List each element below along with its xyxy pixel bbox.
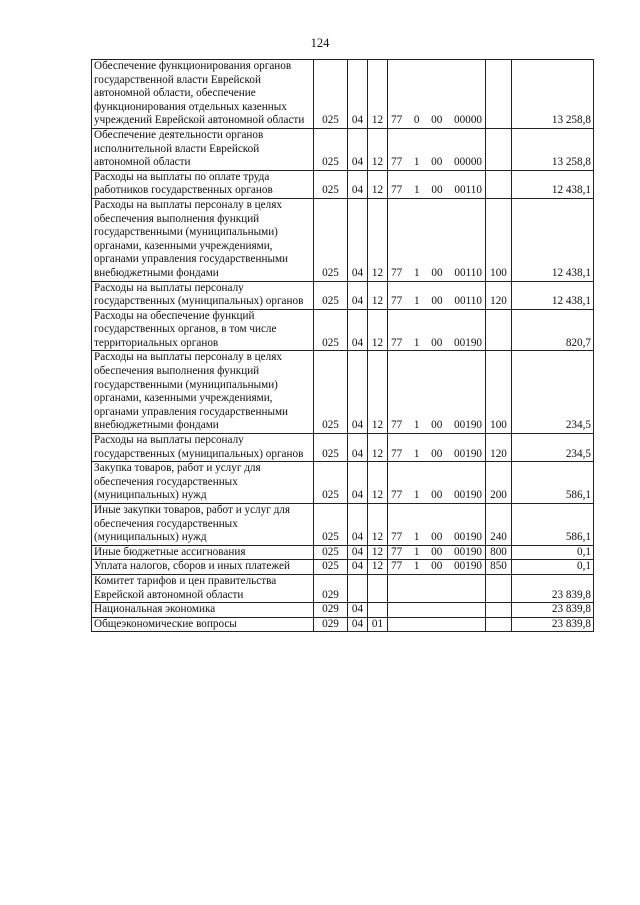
ministry-code-cell: 025	[314, 309, 348, 351]
target-article-cell	[388, 60, 486, 129]
target-article-cell	[388, 281, 486, 309]
subsection-code-cell: 12	[368, 170, 388, 198]
target-article-code	[390, 546, 483, 560]
item-code: 00190	[454, 447, 482, 460]
expense-type-cell: 800	[486, 545, 512, 560]
program-code: 77	[391, 560, 403, 573]
subsection-code-cell: 12	[368, 128, 388, 170]
target-article-cell	[388, 462, 486, 504]
amount-cell: 12 438,1	[512, 198, 594, 281]
ministry-code-cell: 025	[314, 351, 348, 434]
amount-cell: 23 839,8	[512, 574, 594, 602]
subsection-code-cell: 12	[368, 462, 388, 504]
ministry-code-cell: 029	[314, 603, 348, 618]
table-row	[92, 309, 594, 351]
target-article-cell	[388, 504, 486, 546]
item-code: 00190	[454, 489, 482, 502]
expense-type-cell: 200	[486, 462, 512, 504]
ministry-code-cell: 025	[314, 170, 348, 198]
table-row	[92, 128, 594, 170]
expense-type-cell	[486, 603, 512, 618]
budget-table-body	[92, 60, 594, 632]
target-article-cell	[388, 170, 486, 198]
target-article-code	[390, 560, 483, 574]
expense-name-cell: Обеспечение функционирования органов государственной власти Еврейской автономной области, обеспечение функционирования отдельных казенных учреждений Еврейской автономной области	[92, 60, 314, 129]
section-code-cell	[348, 574, 368, 602]
subsection-code-cell: 01	[368, 617, 388, 632]
section-code-cell: 04	[348, 60, 368, 129]
ministry-code-cell: 025	[314, 434, 348, 462]
group-code: 00	[431, 531, 443, 544]
budget-table	[91, 59, 594, 632]
item-code: 00000	[454, 156, 482, 169]
subprogram-code: 1	[413, 489, 420, 502]
target-article-code	[390, 114, 483, 128]
expense-type-cell	[486, 617, 512, 632]
amount-cell: 23 839,8	[512, 603, 594, 618]
subsection-code-cell: 12	[368, 560, 388, 575]
ministry-code-cell: 025	[314, 281, 348, 309]
amount-cell: 13 258,8	[512, 128, 594, 170]
subsection-code-cell: 12	[368, 309, 388, 351]
expense-type-cell: 120	[486, 434, 512, 462]
expense-name-cell: Национальная экономика	[92, 603, 314, 618]
subprogram-code: 1	[414, 184, 420, 197]
ministry-code-cell: 025	[314, 504, 348, 546]
section-code-cell: 04	[348, 170, 368, 198]
ministry-code-cell: 025	[314, 198, 348, 281]
expense-name-cell: Расходы на выплаты по оплате труда работников государственных органов	[92, 170, 314, 198]
target-article-code	[390, 184, 483, 198]
subprogram-code: 1	[413, 531, 420, 544]
expense-type-cell: 100	[486, 198, 512, 281]
expense-name-cell: Расходы на выплаты персоналу государственных (муниципальных) органов	[92, 434, 314, 462]
item-code: 00110	[454, 295, 482, 308]
subprogram-code: 1	[413, 545, 420, 558]
target-article-cell	[388, 617, 486, 632]
program-code: 77	[391, 489, 403, 502]
item-code: 00190	[454, 545, 482, 558]
item-code: 00190	[454, 419, 482, 432]
expense-name-cell: Расходы на выплаты персоналу государственных (муниципальных) органов	[92, 281, 314, 309]
ministry-code-cell: 025	[314, 60, 348, 129]
table-row	[92, 545, 594, 560]
group-code: 00	[431, 336, 443, 349]
target-article-code	[390, 448, 483, 462]
group-code: 00	[431, 545, 443, 558]
group-code: 00	[431, 489, 443, 502]
ministry-code-cell: 025	[314, 128, 348, 170]
target-article-cell	[388, 198, 486, 281]
target-article-code	[390, 267, 483, 281]
group-code: 00	[431, 447, 443, 460]
group-code: 00	[431, 156, 443, 169]
subsection-code-cell: 12	[368, 545, 388, 560]
item-code: 00190	[454, 531, 482, 544]
program-code: 77	[391, 531, 403, 544]
program-code: 77	[391, 295, 403, 308]
expense-type-cell	[486, 128, 512, 170]
section-code-cell: 04	[348, 560, 368, 575]
program-code: 77	[391, 156, 403, 169]
subsection-code-cell: 12	[368, 351, 388, 434]
item-code: 00110	[454, 266, 482, 279]
subsection-code-cell	[368, 574, 388, 602]
subprogram-code: 0	[413, 114, 420, 127]
table-row	[92, 170, 594, 198]
ministry-code-cell: 025	[314, 560, 348, 575]
section-code-cell: 04	[348, 545, 368, 560]
amount-cell: 12 438,1	[512, 281, 594, 309]
section-code-cell: 04	[348, 198, 368, 281]
expense-name-cell: Уплата налогов, сборов и иных платежей	[92, 560, 314, 575]
amount-cell: 586,1	[512, 462, 594, 504]
target-article-code	[390, 489, 483, 503]
amount-cell: 13 258,8	[512, 60, 594, 129]
table-row	[92, 504, 594, 546]
target-article-cell	[388, 309, 486, 351]
table-row	[92, 198, 594, 281]
group-code: 00	[431, 266, 443, 279]
group-code: 00	[431, 419, 443, 432]
subprogram-code: 1	[413, 447, 420, 460]
amount-cell: 0,1	[512, 560, 594, 575]
expense-name-cell: Расходы на выплаты персоналу в целях обеспечения выполнения функций государственными (муниципальными) органами, казенными учреждениями, органами управления государственными внебюджетными фондами	[92, 351, 314, 434]
table-row	[92, 560, 594, 575]
target-article-code	[390, 295, 483, 309]
expense-type-cell	[486, 309, 512, 351]
section-code-cell: 04	[348, 603, 368, 618]
expense-type-cell	[486, 574, 512, 602]
target-article-code	[390, 337, 483, 351]
amount-cell: 12 438,1	[512, 170, 594, 198]
expense-name-cell: Расходы на выплаты персоналу в целях обеспечения выполнения функций государственными (муниципальными) органами, казенными учреждениями, органами управления государственными внебюджетными фондами	[92, 198, 314, 281]
program-code: 77	[391, 419, 403, 432]
amount-cell: 0,1	[512, 545, 594, 560]
program-code: 77	[391, 447, 403, 460]
expense-type-cell: 850	[486, 560, 512, 575]
ministry-code-cell: 029	[314, 574, 348, 602]
table-row	[92, 603, 594, 618]
program-code: 77	[391, 545, 403, 558]
expense-type-cell	[486, 60, 512, 129]
table-row	[92, 434, 594, 462]
item-code: 00190	[454, 560, 482, 573]
ministry-code-cell: 025	[314, 462, 348, 504]
subprogram-code: 1	[413, 560, 420, 573]
target-article-cell	[388, 128, 486, 170]
target-article-cell	[388, 351, 486, 434]
expense-name-cell: Общеэкономические вопросы	[92, 617, 314, 632]
subsection-code-cell: 12	[368, 198, 388, 281]
subprogram-code: 1	[414, 295, 420, 308]
item-code: 00110	[454, 184, 482, 197]
subprogram-code: 1	[413, 336, 420, 349]
section-code-cell: 04	[348, 281, 368, 309]
page-number: 124	[310, 36, 330, 50]
amount-cell: 234,5	[512, 351, 594, 434]
subprogram-code: 1	[414, 266, 420, 279]
expense-name-cell: Иные бюджетные ассигнования	[92, 545, 314, 560]
subsection-code-cell: 12	[368, 434, 388, 462]
section-code-cell: 04	[348, 617, 368, 632]
expense-type-cell: 240	[486, 504, 512, 546]
table-row	[92, 351, 594, 434]
expense-type-cell: 100	[486, 351, 512, 434]
item-code: 00000	[454, 114, 482, 127]
subsection-code-cell: 12	[368, 60, 388, 129]
target-article-cell	[388, 560, 486, 575]
section-code-cell: 04	[348, 351, 368, 434]
program-code: 77	[391, 266, 403, 279]
expense-type-cell	[486, 170, 512, 198]
expense-name-cell: Комитет тарифов и цен правительства Еврейской автономной области	[92, 574, 314, 602]
target-article-code	[390, 156, 483, 170]
target-article-code	[390, 531, 483, 545]
item-code: 00190	[454, 336, 482, 349]
target-article-cell	[388, 434, 486, 462]
group-code: 00	[431, 114, 443, 127]
subsection-code-cell	[368, 603, 388, 618]
subsection-code-cell: 12	[368, 504, 388, 546]
program-code: 77	[391, 184, 403, 197]
target-article-cell	[388, 545, 486, 560]
table-row	[92, 60, 594, 129]
table-row	[92, 462, 594, 504]
amount-cell: 23 839,8	[512, 617, 594, 632]
group-code: 00	[431, 560, 443, 573]
expense-name-cell: Закупка товаров, работ и услуг для обеспечения государственных (муниципальных) нужд	[92, 462, 314, 504]
amount-cell: 820,7	[512, 309, 594, 351]
ministry-code-cell: 025	[314, 545, 348, 560]
section-code-cell: 04	[348, 434, 368, 462]
group-code: 00	[431, 295, 443, 308]
section-code-cell: 04	[348, 462, 368, 504]
subsection-code-cell: 12	[368, 281, 388, 309]
table-row	[92, 281, 594, 309]
group-code: 00	[431, 184, 443, 197]
section-code-cell: 04	[348, 309, 368, 351]
target-article-cell	[388, 574, 486, 602]
program-code: 77	[391, 336, 403, 349]
amount-cell: 234,5	[512, 434, 594, 462]
target-article-cell	[388, 603, 486, 618]
section-code-cell: 04	[348, 504, 368, 546]
target-article-code	[390, 419, 483, 433]
amount-cell: 586,1	[512, 504, 594, 546]
expense-type-cell: 120	[486, 281, 512, 309]
expense-name-cell: Иные закупки товаров, работ и услуг для обеспечения государственных (муниципальных) нужд	[92, 504, 314, 546]
ministry-code-cell: 029	[314, 617, 348, 632]
table-row	[92, 574, 594, 602]
table-row	[92, 617, 594, 632]
section-code-cell: 04	[348, 128, 368, 170]
subprogram-code: 1	[413, 156, 420, 169]
subprogram-code: 1	[413, 419, 420, 432]
program-code: 77	[391, 114, 403, 127]
expense-name-cell: Расходы на обеспечение функций государственных органов, в том числе территориальных органов	[92, 309, 314, 351]
expense-name-cell: Обеспечение деятельности органов исполнительной власти Еврейской автономной области	[92, 128, 314, 170]
